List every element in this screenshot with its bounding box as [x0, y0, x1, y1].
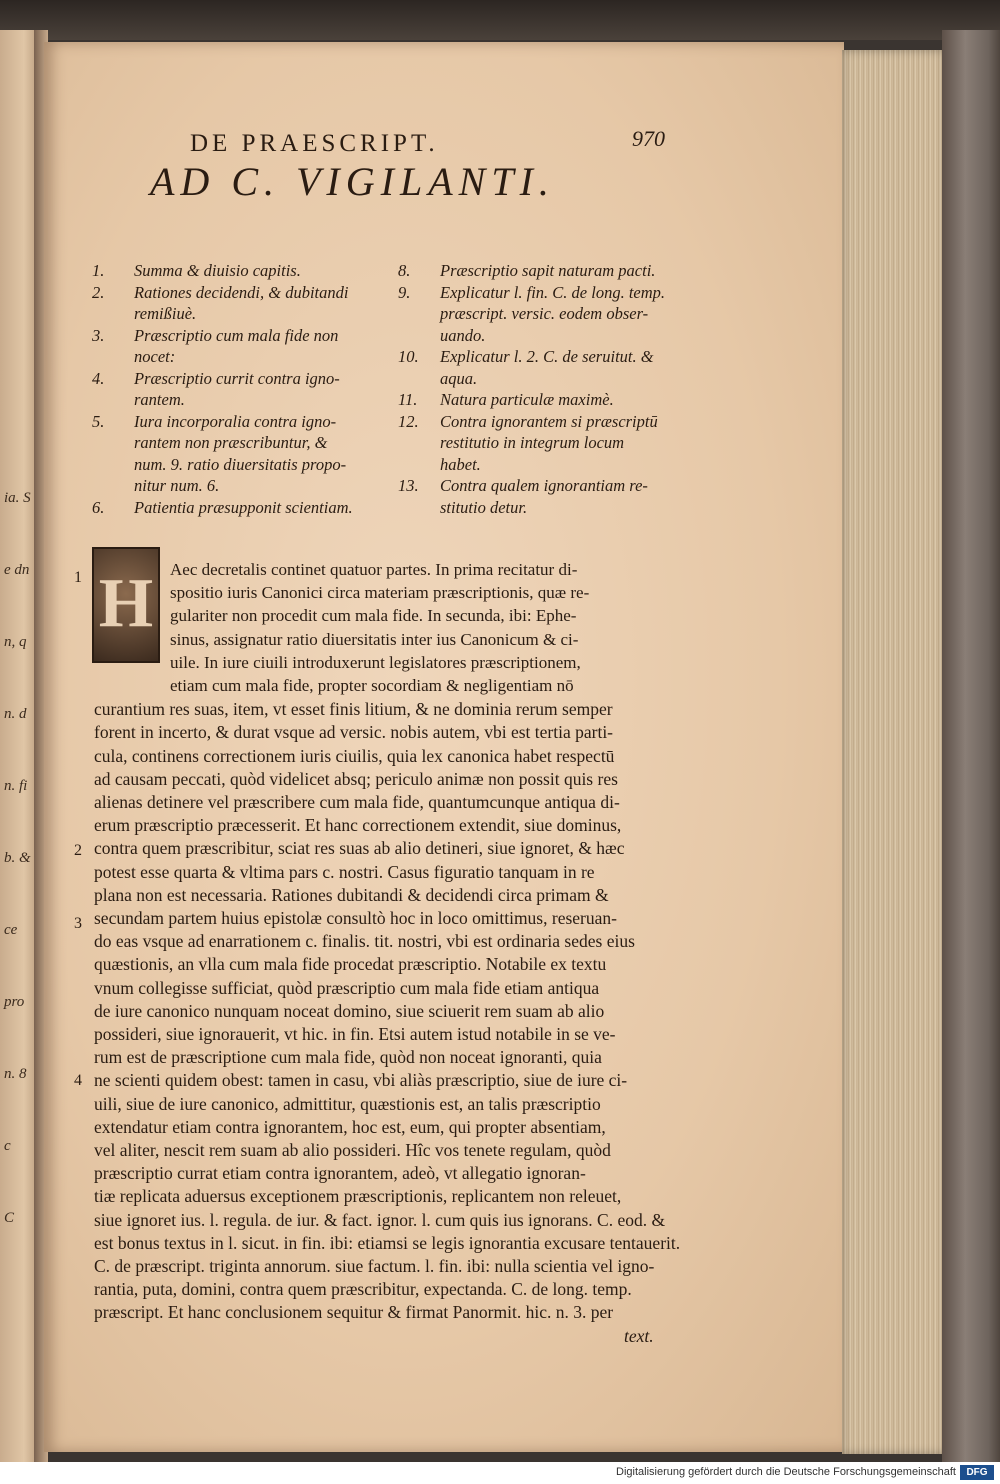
body-text-line: gulariter non procedit cum mala fide. In secunda, ibi: Ephe-	[170, 606, 577, 626]
summary-entry-number: 4.	[92, 368, 105, 388]
summary-entry-text: Explicatur l. 2. C. de seruitut. &	[440, 347, 654, 366]
summary-entry-text: aqua.	[440, 368, 478, 388]
summary-right-list	[398, 260, 698, 518]
body-text-line: possideri, siue ignorauerit, vt hic. in fin. Etsi autem istud notabile in se ve-	[94, 1024, 616, 1044]
body-text-line: de iure canonico nunquam noceat domino, siue sciuerit rem suam ab alio	[94, 1000, 605, 1021]
body-text-line: Aec decretalis continet quatuor partes. In prima recitatur di-	[170, 560, 578, 579]
left-page-fragment: pro	[4, 994, 25, 1010]
summary-entry-text: habet.	[440, 454, 481, 474]
body-text-line: ne scienti quidem obest: tamen in casu, vbi aliàs præscriptio, siue de iure ci-	[94, 1070, 628, 1091]
body-text-line: quæstionis, an vlla cum mala fide procedat præscriptio. Notabile ex textu	[94, 954, 607, 975]
body-text-line: rum est de præscriptione cum mala fide, quòd non noceat ignoranti, quia	[94, 1047, 602, 1068]
body-text-line: potest esse quarta & vltima pars c. nostri. Casus figuratio tanquam in re	[94, 861, 595, 882]
body-text-line: forent in incerto, & durat vsque ad versic. nobis autem, vbi est tertia parti-	[94, 722, 614, 743]
body-text-line: præscript. Et hanc conclusionem sequitur & firmat Panormit. hic. n. 3. per	[94, 1302, 614, 1323]
body-text-line: spositio iuris Canonici circa materiam præscriptionis, quæ re-	[170, 583, 590, 603]
summary-entry-text: Contra ignorantem si præscriptū	[440, 411, 658, 431]
left-page-fragment: ia. S	[4, 490, 31, 506]
summary-entry-text: num. 9. ratio diuersitatis propo-	[134, 454, 347, 474]
left-page-fragment: e dn	[4, 562, 30, 578]
summary-entry-text: Explicatur l. fin. C. de long. temp.	[440, 282, 666, 302]
body-text-line: uile. In iure ciuili introduxerunt legislatores præscriptionem,	[170, 652, 581, 672]
body-text-line: do eas vsque ad enarrationem c. finalis. tit. nostri, vbi est ordinaria sedes eius	[94, 931, 635, 952]
summary-entry	[398, 260, 698, 282]
margin-number: 2	[74, 842, 82, 859]
folio-number: 970	[632, 126, 665, 151]
left-page-fragment: n. fi	[4, 778, 28, 794]
summary-entry-text: Præscriptio currit contra igno-	[134, 368, 340, 388]
body-text-line: siue ignoret ius. l. regula. de iur. & fact. ignor. l. cum quis ius ignorans. C. eod. &	[94, 1209, 666, 1230]
summary-entry-text: Patientia præsupponit scientiam.	[134, 497, 353, 517]
body-text-line: erum præscriptio præcesserit. Et hanc correctionem extendit, siue dominus,	[94, 815, 622, 836]
summary-entry-number: 6.	[92, 497, 105, 517]
body-text-line: etiam cum mala fide, propter socordiam & negligentiam nō	[170, 676, 574, 695]
body-text-line: text.	[624, 1325, 654, 1346]
summary-entry-text: Iura incorporalia contra igno-	[134, 411, 337, 431]
summary-entry	[92, 282, 392, 325]
page	[44, 42, 844, 1452]
page-edges	[842, 50, 946, 1454]
summary-entry-number: 12.	[398, 411, 419, 431]
summary-entry	[398, 282, 698, 347]
summary-entry-text: Præscriptio sapit naturam pacti.	[440, 261, 656, 280]
body-text-line: tiæ replicata aduersus exceptionem præscriptionis, replicantem non releuet,	[94, 1186, 622, 1207]
summary-entry	[398, 389, 698, 411]
summary-entry-number: 13.	[398, 476, 419, 495]
summary-entry-text: præscript. versic. eodem obser-	[440, 304, 649, 323]
left-page-fragment: n. 8	[4, 1066, 27, 1082]
body-text-line: vnum collegisse sufficiat, quòd præscriptio cum mala fide etiam antiqua	[94, 977, 600, 998]
left-page-fragment: n, q	[4, 634, 27, 650]
summary-entry-text: Contra qualem ignorantiam re-	[440, 476, 648, 495]
summary-entry-text: nitur num. 6.	[134, 476, 220, 495]
running-head: DE PRAESCRIPT.	[190, 130, 439, 157]
summary-entry-text: stitutio detur.	[440, 497, 528, 517]
summary-entry-number: 8.	[398, 261, 411, 280]
summary-entry-number: 11.	[398, 390, 418, 409]
summary-entry-number: 1.	[92, 261, 105, 280]
body-text-line: sinus, assignatur ratio diuersitatis inter ius Canonicum & ci-	[170, 629, 579, 649]
summary-entry	[92, 497, 392, 519]
body-text-line: C. de præscript. triginta annorum. siue factum. l. fin. ibi: nulla scientia vel igno-	[94, 1256, 655, 1276]
body-text-line: ad causam peccati, quòd videlicet absq; periculo animæ non possit quis res	[94, 768, 618, 789]
summary-entry-text: nocet:	[134, 347, 176, 366]
body-text-line: extendatur etiam contra ignorantem, hoc est, eum, qui propter absentiam,	[94, 1116, 606, 1137]
left-page-fragment: n. d	[4, 706, 27, 722]
summary-entry-number: 2.	[92, 282, 105, 302]
summary-entry-text: Rationes decidendi, & dubitandi	[134, 282, 349, 302]
left-page-fragment: C	[4, 1210, 15, 1226]
left-page-fragment: ce	[4, 922, 18, 938]
summary-entry-number: 9.	[398, 282, 411, 302]
summary-entry	[398, 475, 698, 518]
margin-number: 1	[74, 569, 82, 586]
chapter-title: AD C. VIGILANTI.	[150, 159, 555, 204]
summary-entry	[398, 411, 698, 476]
body-text-line: alienas detinere vel præscribere cum mala fide, quantumcunque antiqua di-	[94, 792, 620, 812]
left-page-fragment: b. &	[4, 850, 31, 866]
summary-left-list	[92, 260, 392, 518]
summary-entry-number: 5.	[92, 411, 105, 431]
body-text-line: plana non est necessaria. Rationes dubitandi & decidendi circa primam &	[94, 884, 609, 905]
body-text-line: præscriptio currat etiam contra ignorantem, adeò, vt allegatio ignoran-	[94, 1163, 586, 1184]
summary-entry-number: 10.	[398, 347, 419, 366]
body-text-line: rantia, puta, domini, contra quem præscribitur, expectanda. C. de long. temp.	[94, 1279, 632, 1300]
summary-entry-text: Natura particulæ maximè.	[440, 390, 614, 409]
body-text-line: curantium res suas, item, vt esset finis litium, & ne dominia rerum semper	[94, 699, 613, 720]
back-board	[942, 30, 1000, 1462]
summary-entry	[92, 260, 392, 282]
footer-bar	[0, 1462, 1000, 1484]
summary-entry	[92, 411, 392, 497]
summary-entry-text: Præscriptio cum mala fide non	[134, 325, 339, 345]
margin-number: 4	[74, 1072, 82, 1089]
summary-entry-text: restitutio in integrum locum	[440, 433, 625, 452]
summary-entry-text: rantem non præscribuntur, &	[134, 433, 328, 452]
summary-entry-number: 3.	[92, 325, 105, 345]
summary-entry-text: Summa & diuisio capitis.	[134, 261, 301, 280]
margin-number: 3	[74, 915, 82, 932]
summary-entry-text: rantem.	[134, 390, 185, 409]
left-page-fragment: c	[4, 1138, 11, 1154]
body-text-line: uili, siue de iure canonico, admittitur, quæstionis est, an talis præscriptio	[94, 1093, 601, 1114]
book-cover-top	[0, 0, 1000, 40]
body-text-line: est bonus textus in l. sicut. in fin. ibi: etiamsi se legis ignorantia excusare tentauerit.	[94, 1232, 681, 1253]
initial-letter: H	[98, 565, 154, 642]
body-text-line: vel aliter, nescit rem suam ab alio possideri. Hîc vos tenete regulam, quòd	[94, 1140, 611, 1160]
body-text-line: cula, continens correctionem iuris ciuilis, quia lex canonica habet respectū	[94, 745, 615, 766]
dfg-logo-icon: DFG	[960, 1465, 994, 1480]
body-text-line: contra quem præscribitur, sciat res suas ab alio detineri, siue ignoret, & hæc	[94, 838, 625, 859]
summary-entry-text: uando.	[440, 325, 486, 345]
digitization-credit: Digitalisierung gefördert durch die Deutsche Forschungsgemeinschaft	[616, 1466, 956, 1478]
decorated-initial	[92, 547, 160, 663]
summary-entry-text: remißiuè.	[134, 304, 197, 323]
body-text-line: secundam partem huius epistolæ consultò hoc in loco omittimus, reseruan-	[94, 908, 617, 928]
summary-entry	[92, 368, 392, 411]
summary-entry	[92, 325, 392, 368]
summary-entry	[398, 346, 698, 389]
